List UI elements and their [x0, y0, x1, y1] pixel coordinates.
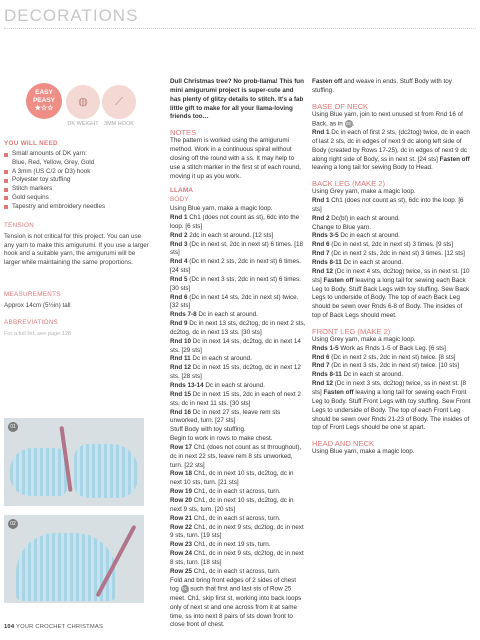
round-label: Rnd 7: [312, 362, 330, 370]
round-label: Rnds 3-5: [312, 232, 339, 240]
round-label: Rnd 2: [170, 231, 188, 239]
round-label: Row 18: [170, 470, 193, 478]
round-label: Rnd 1: [312, 197, 330, 205]
head-and-neck-intro: Using Blue yarn, make a magic loop.: [312, 448, 415, 456]
round-text: Ch1 (does not count as st throughout), dc in next 22 sts, leave rem 8 sts unworked, turn. [22 sts]: [170, 443, 302, 469]
base-of-neck-heading: BASE OF NECK: [312, 101, 369, 111]
base-of-neck-intro: [312, 111, 472, 129]
front-leg-heading: FRONT LEG (MAKE 2): [312, 326, 391, 336]
fasten-off-label: Fasten off: [323, 388, 354, 396]
round-text: (Dc in next 14 sts, 2dc in next st) twice. [32 sts]: [170, 293, 299, 310]
round-text: (Dc in next 2 sts, 2dc in next st) 6 times. [24 sts]: [170, 258, 301, 275]
list-item: A 3mm (US C/2 or D3) hook: [4, 168, 152, 177]
pattern-round: [312, 215, 472, 224]
round-label: Rnd 3: [170, 240, 188, 248]
back-leg-intro: Using Grey yarn, make a magic loop.: [312, 188, 416, 196]
body-closing-cont: [312, 78, 472, 96]
round-label: Rnd 1: [312, 129, 330, 137]
pattern-round: [170, 258, 306, 276]
pattern-round: [170, 524, 306, 542]
head-and-neck-heading: HEAD AND NECK: [312, 439, 375, 449]
pattern-round: [170, 311, 306, 320]
magazine-title: YOUR CROCHET CHRISTMAS: [16, 624, 104, 630]
round-label: Rnd 1: [170, 213, 188, 221]
body-closing-text-2: such that first and last sts of Row 25 meet. Ch1, skip first st, working into back loops only of next st and one across from it at same time, ss into next 8 pairs of sts down front to close front of chest.: [170, 586, 302, 629]
round-text: Dc(bl) in each st around.: [329, 214, 400, 222]
round-text: Change to Blue yarn.: [312, 223, 372, 231]
pattern-round: [170, 320, 306, 338]
round-text-end: leaving a long tail for sewing Body to Head.: [312, 164, 433, 172]
round-label: Rnd 6: [312, 353, 330, 361]
pattern-round: [312, 362, 472, 371]
round-text-end: leaving a long tail for sewing each Back Leg to Body. Stuff Back Legs with toy stuffing. Sew Back Legs to underside of Body. The top of each Back Leg should be sewn over Rnds 6-8 of Body. The insides of top of Back Legs should meet.: [312, 276, 470, 320]
round-text: (Dc in next 2 sts, 2dc in next st) twice. [8 sts]: [329, 353, 456, 361]
front-leg-rounds-list: [312, 345, 472, 380]
round-label: Row 24: [170, 550, 193, 558]
round-text: Dc in next 15 sts, dc2tog, dc in next 12 sts. [28 sts]: [170, 364, 301, 381]
pattern-round: [170, 470, 306, 488]
round-text: 2dc in each st around. [12 sts]: [187, 231, 274, 239]
base-of-neck-text: Using Blue yarn, join to next unused st from Rnd 16 of Back, as in: [312, 110, 463, 128]
pattern-round: [170, 241, 306, 259]
you-will-need-heading: YOU WILL NEED: [4, 140, 58, 147]
tension-heading: TENSION: [4, 222, 35, 229]
round-label: Rnd 16: [170, 408, 191, 416]
base-of-neck-round: [312, 129, 472, 173]
list-item: Gold sequins: [4, 194, 152, 203]
round-label: Rnd 15: [170, 390, 191, 398]
body-rounds-list: [170, 214, 306, 577]
round-text: Ch1, dc in each st across, turn.: [192, 488, 281, 496]
round-label: Rnd 12: [170, 364, 191, 372]
round-label: Rnd 2: [312, 214, 330, 222]
round-text: Stuff Body with toy stuffing.: [170, 426, 246, 434]
crochet-fabric-left: [10, 448, 68, 496]
pattern-round: [170, 488, 306, 497]
round-text: Dc in each st around.: [190, 355, 252, 363]
notes-heading: NOTES: [170, 128, 197, 138]
fasten-off-label: Fasten off: [439, 155, 470, 163]
round-label: Rnds 1-5: [312, 344, 339, 352]
yarn-weight-label: DK WEIGHT: [67, 121, 99, 127]
step-number-badge: 02: [8, 519, 18, 529]
pattern-round: [312, 250, 472, 259]
pattern-round: [170, 568, 306, 577]
body-closing-text: Fold and bring front edges of 2 sides of chest tog: [170, 576, 297, 594]
difficulty-badge: [26, 83, 62, 119]
round-text: Ch1 (does not count as st), 6dc into the loop. [6 sts]: [312, 197, 464, 213]
round-text: (Dc in next 4 sts, dc2tog) twice, ss in next st. [10 sts]: [312, 267, 470, 284]
project-badges: [26, 85, 136, 130]
back-leg-rounds-list: [312, 197, 472, 268]
round-label: Rnd 7: [312, 250, 330, 258]
pattern-round: [170, 515, 306, 524]
round-label: Rnds 8-11: [312, 259, 342, 267]
pattern-round: [312, 224, 472, 233]
notes-text: The pattern is worked using the amigurumi method. Work in a continuous spiral without closing off the round with a ss. It may help to use a stitch marker in the first st of each round, moving it up as you work.: [170, 137, 301, 180]
step-number-badge: 01: [8, 422, 18, 432]
list-item: Tapestry and embroidery needles: [4, 203, 152, 212]
pattern-round: [170, 338, 306, 356]
round-label: Row 19: [170, 488, 193, 496]
tension-text: Tension is not critical for this project. You can use any yarn to make this amigurumi. If you use a larger hook and a suitable yarn, the amigurumi will be larger while maintaining the same proportions.: [4, 233, 149, 266]
pattern-round: [312, 259, 472, 268]
round-text: Ch1, dc in next 10 sts, dc2tog, dc in next 10 sts, turn. [21 sts]: [170, 470, 294, 487]
pattern-column-middle: [170, 78, 306, 630]
pattern-round: [170, 276, 306, 294]
pattern-round: [170, 541, 306, 550]
round-text: Ch1, dc in next 9 sts, dc2tog, dc in next 9 sts, turn. [19 sts]: [170, 523, 304, 540]
round-label: Row 21: [170, 514, 193, 522]
round-text: Dc in next 14 sts, dc2tog, dc in next 14 sts. [29 sts]: [170, 337, 301, 354]
front-leg-round-12: [312, 380, 472, 433]
round-label: Rnd 6: [312, 241, 330, 249]
round-label: Rnds 7-8: [170, 311, 197, 319]
back-leg-heading: BACK LEG (MAKE 2): [312, 179, 386, 189]
llama-heading: LLAMA: [170, 187, 194, 195]
pattern-round: [312, 197, 472, 215]
pattern-round: [170, 294, 306, 312]
round-label: Rnd 5: [170, 275, 188, 283]
pattern-round: [170, 426, 306, 435]
measurements-text: Approx 14cm (5½in) tall: [4, 302, 71, 309]
round-label: Rnds 13-14: [170, 382, 204, 389]
round-text: Work as Rnds 1-5 of Back Leg. [6 sts]: [338, 344, 446, 352]
pattern-round: [312, 241, 472, 250]
header-divider: [4, 28, 476, 29]
round-text-end: leaving a long tail for sewing each Front Leg to Body. Stuff Front Legs with toy stuffing. Sew Front Legs to underside of Body. The top of each Front Leg should be sewn over Rnds 21-23 of Body. The insides of top of Front Legs should be one st apart.: [312, 388, 471, 432]
pattern-round: [170, 444, 306, 471]
intro-text: Dull Christmas tree? No prob-llama! This fun mini amigurumi project is super-cute and has plenty of glitzy details to stitch. It's a fab little gift to make for all your llama-loving friends too…: [170, 78, 304, 121]
pattern-round: [170, 435, 306, 444]
round-text: Dc in next 27 sts, leave rem sts unworked, turn. [27 sts]: [170, 408, 281, 425]
body-intro: Using Blue yarn, make a magic loop.: [170, 205, 273, 213]
round-label: Rnd 12: [312, 380, 333, 388]
pattern-round: [170, 364, 306, 382]
round-label: Rnd 9: [170, 320, 188, 328]
round-text: Dc in next 13 sts, dc2tog, dc in next 2 sts, dc2tog, dc in next 13 sts. [30 sts]: [170, 320, 306, 336]
photo-reference-badge: 02: [346, 120, 352, 126]
round-text: (Dc in next 3 sts, dc2tog) twice, ss in next st. [8 sts]: [312, 380, 466, 396]
difficulty-line1: EASY: [35, 89, 53, 96]
body-closing-end: and weave in ends. Stuff Body with toy stuffing.: [312, 78, 452, 94]
difficulty-line2: PEASY: [32, 97, 56, 104]
pattern-round: [170, 232, 306, 241]
round-text: Dc in each st around.: [338, 232, 400, 240]
hook-size-label: 3MM HOOK: [104, 121, 134, 127]
round-text: Ch1, dc in each st across, turn.: [192, 514, 281, 522]
round-label: Rnd 12: [312, 267, 333, 275]
round-text: Ch1, dc in each st across, turn.: [192, 567, 281, 575]
difficulty-stars: ★☆☆: [34, 105, 54, 112]
round-label: Rnd 10: [170, 337, 191, 345]
pattern-round: [312, 232, 472, 241]
round-label: Rnd 11: [170, 355, 191, 363]
page-footer: [4, 624, 103, 630]
yarn-weight-badge: [66, 85, 100, 119]
round-text: Dc in next 15 sts, 2dc in each of next 2 sts, dc in next 11 sts. [30 sts]: [170, 390, 301, 407]
round-text: Ch1, dc in next 19 sts, turn.: [192, 541, 271, 549]
body-closing: [170, 577, 306, 631]
base-of-neck-text-end: .: [352, 120, 355, 128]
list-item: Small amounts of DK yarn:: [4, 150, 152, 159]
front-leg-intro: Using Grey yarn, make a magic loop.: [312, 335, 416, 343]
round-text: Begin to work in rows to make chest.: [170, 435, 273, 443]
step-photo-2: [4, 515, 144, 603]
pattern-round: [312, 345, 472, 354]
hook-size-badge: [102, 85, 136, 119]
pattern-round: [170, 391, 306, 409]
round-text: Dc in each st around.: [196, 311, 258, 319]
abbreviations-text: For a full list, see page 128: [4, 331, 72, 337]
round-text: Ch1, dc in next 10 sts, dc2tog, dc in next 9 sts, turn. [20 sts]: [170, 496, 294, 513]
pattern-round: [170, 550, 306, 568]
crochet-hook-icon: ⟋: [115, 96, 123, 108]
pattern-round: [312, 371, 472, 380]
materials-list: [4, 150, 152, 212]
round-label: Row 22: [170, 523, 193, 531]
round-text: (Dc in next 2 sts, 2dc in next st) 3 times. [12 sts]: [329, 250, 465, 258]
round-text: Ch1, dc in next 9 sts, dc2tog, dc in next 8 sts, turn. [18 sts]: [170, 550, 304, 566]
round-text: Dc in each st around.: [341, 371, 404, 379]
round-label: Row 25: [170, 567, 193, 575]
round-label: Row 17: [170, 443, 193, 451]
round-label: Rnd 6: [170, 293, 188, 301]
fasten-off-label: Fasten off: [323, 276, 354, 284]
section-header: DECORATIONS: [4, 6, 139, 25]
pattern-round: [170, 355, 306, 364]
round-text: (Dc in next 3 sts, 2dc in next st) 6 times. [30 sts]: [170, 275, 301, 292]
crochet-fabric-right: [74, 444, 138, 498]
pattern-column-right: [312, 78, 472, 457]
abbreviations-heading: ABBREVIATIONS: [4, 319, 59, 326]
step-photo-1: [4, 418, 144, 506]
round-text: (Dc in next st, 2dc in next st) 3 times. [9 sts]: [329, 241, 454, 249]
round-text: Dc in each st around.: [341, 259, 404, 267]
round-text: Dc in each st around.: [203, 382, 265, 389]
measurements-heading: MEASUREMENTS: [4, 291, 61, 298]
round-label: Row 20: [170, 496, 193, 504]
pattern-round: [170, 214, 306, 232]
back-leg-round-12: [312, 268, 472, 321]
photo-reference-badge: 01: [182, 586, 188, 592]
list-item: Blue, Red, Yellow, Grey, Gold: [12, 158, 95, 166]
page-number: 104: [4, 624, 15, 630]
yarn-ball-icon: ◍: [78, 96, 88, 108]
fasten-off-label: Fasten off: [312, 78, 343, 85]
round-text: Ch1 (does not count as st), 6dc into the loop. [6 sts]: [170, 213, 300, 230]
round-label: Rnds 8-11: [312, 371, 342, 379]
list-item: Polyester toy stuffing: [4, 176, 152, 185]
round-label: Rnd 4: [170, 258, 188, 266]
round-label: Row 23: [170, 541, 193, 549]
round-text: Dc in each of first 2 sts, (dc2tog) twice, dc in each of last 2 sts, dc in edges of next 9 dc along left side of Body (created by Rows 17-25), dc in edges of next 9 dc along right side of Body, ss in next st. [24 sts]: [312, 129, 470, 163]
pattern-round: [170, 382, 306, 391]
pattern-round: [170, 409, 306, 427]
pattern-round: [170, 497, 306, 515]
round-text: (Dc in next 3 sts, 2dc in next st) twice. [10 sts]: [329, 362, 459, 370]
round-text: (Dc in next st, 2dc in next st) 6 times. [18 sts]: [170, 240, 303, 257]
pattern-round: [312, 354, 472, 363]
list-item: Stitch markers: [4, 185, 152, 194]
body-heading: BODY: [170, 196, 189, 204]
